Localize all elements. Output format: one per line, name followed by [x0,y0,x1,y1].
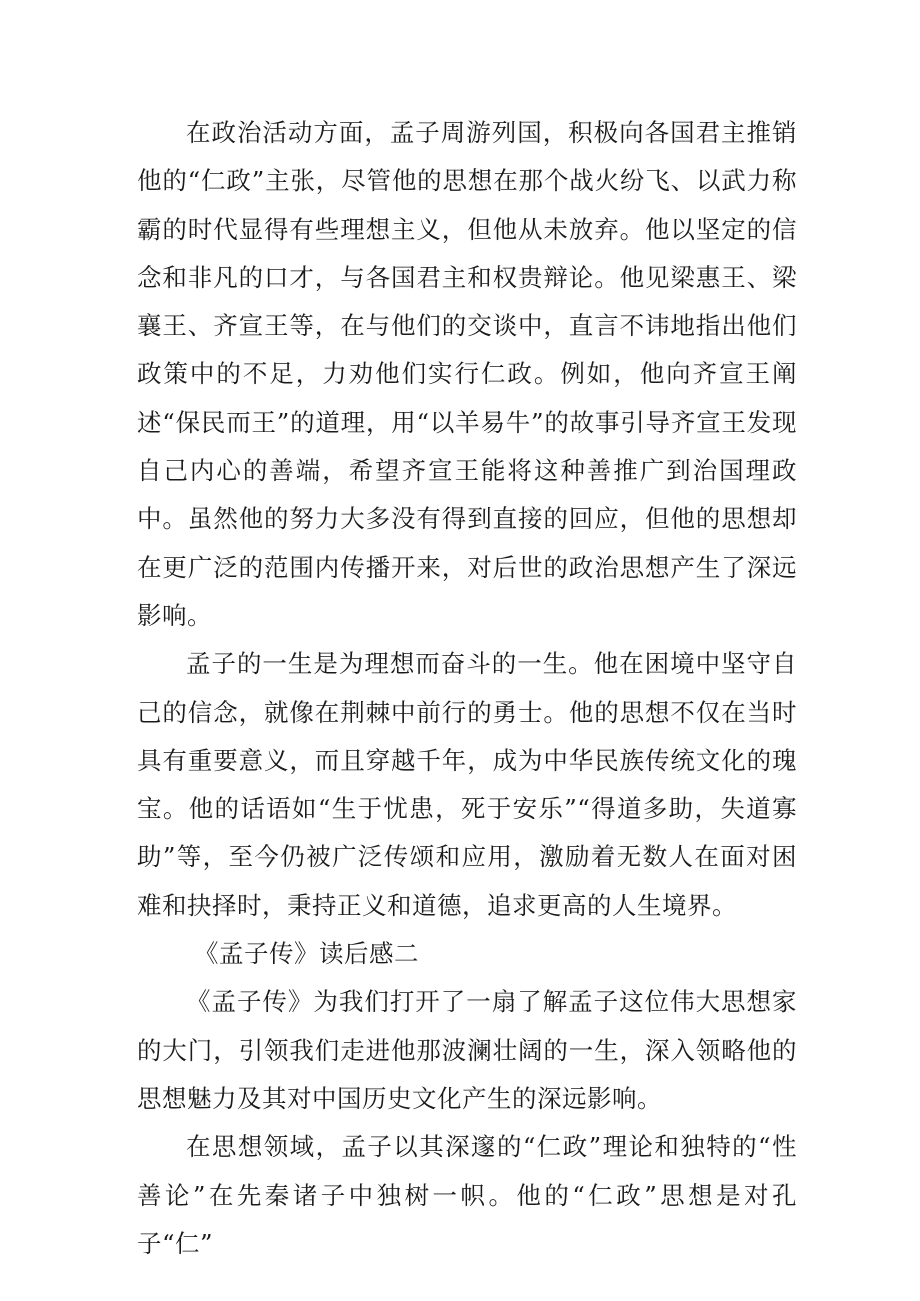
document-body [137,109,797,1268]
paragraph-thought-domain: 在思想领域，孟子以其深邃的“仁政”理论和独特的“性善论”在先秦诸子中独树一帜。他的“仁政”思想是对孔子“仁” [137,1132,797,1258]
section-title: 《孟子传》读后感二 [194,939,419,969]
paragraph-book-introduction: 《孟子传》为我们打开了一扇了解孟子这位伟大思想家的大门，引领我们走进他那波澜壮阔的一生，深入领略他的思想魅力及其对中国历史文化产生的深远影响。 [137,987,797,1113]
paragraph-life-of-struggle: 孟子的一生是为理想而奋斗的一生。他在困境中坚守自己的信念，就像在荆棘中前行的勇士。他的思想不仅在当时具有重要意义，而且穿越千年，成为中华民族传统文化的瑰宝。他的话语如“生于忧患，死于安乐”“得道多助，失道寡助”等，至今仍被广泛传颂和应用，激励着无数人在面对困难和抉择时，秉持正义和道德，追求更高的人生境界。 [137,649,797,920]
paragraph-political-activities: 在政治活动方面，孟子周游列国，积极向各国君主推销他的“仁政”主张，尽管他的思想在那个战火纷飞、以武力称霸的时代显得有些理想主义，但他从未放弃。他以坚定的信念和非凡的口才，与各国君主和权贵辩论。他见梁惠王、梁襄王、齐宣王等，在与他们的交谈中，直言不讳地指出他们政策中的不足，力劝他们实行仁政。例如，他向齐宣王阐述“保民而王”的道理，用“以羊易牛”的故事引导齐宣王发现自己内心的善端，希望齐宣王能将这种善推广到治国理政中。虽然他的努力大多没有得到直接的回应，但他的思想却在更广泛的范围内传播开来，对后世的政治思想产生了深远影响。 [137,118,797,630]
